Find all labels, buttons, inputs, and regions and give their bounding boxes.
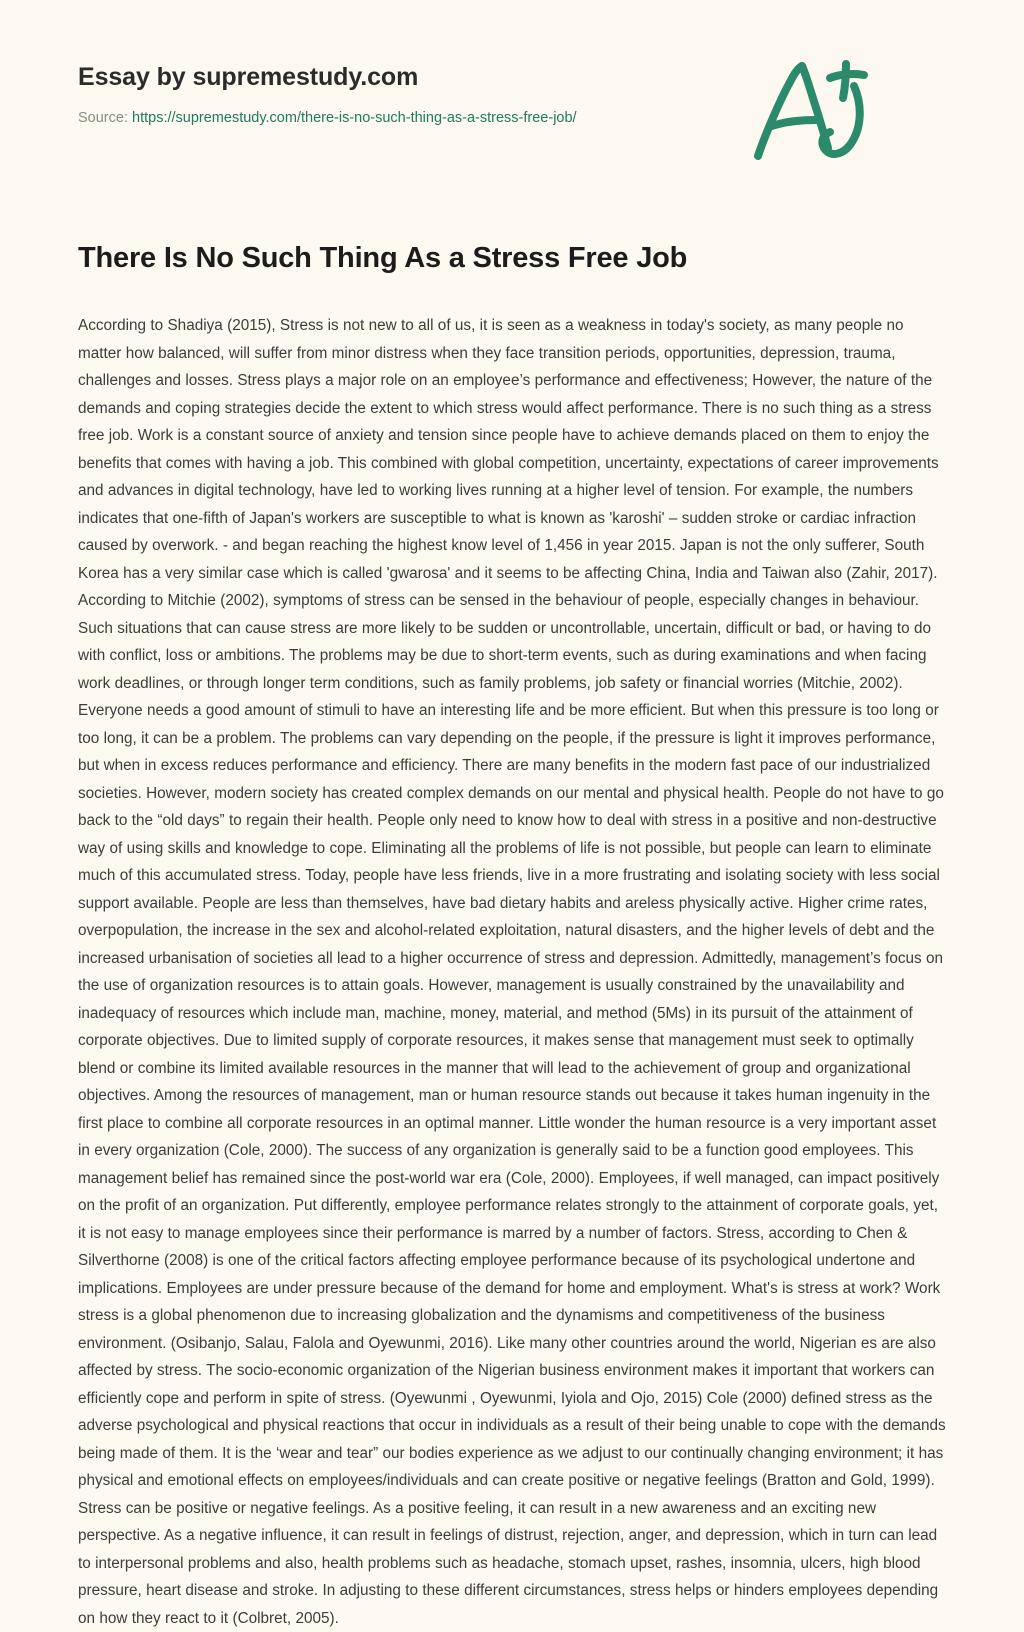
essay-body <box>78 312 946 1632</box>
page-header <box>78 0 946 126</box>
page-title: There Is No Such Thing As a Stress Free Job <box>78 242 688 274</box>
a-plus-handwritten-logo-icon <box>746 52 876 172</box>
brand-title: Essay by supremestudy.com <box>78 63 419 91</box>
essay-body-paragraph: According to Shadiya (2015), Stress is not new to all of us, it is seen as a weakness in today's society, as many people no matter how balanced, will suffer from minor distress when they face transition periods, opportunities, depression, trauma, challenges and losses. Stress plays a major role on an employee’s performance and effectiveness; However, the nature of the demands and coping strategies decide the extent to which stress would affect performance. There is no such thing as a stress free job. Work is a constant source of anxiety and tension since people have to achieve demands placed on them to enjoy the benefits that comes with having a job. This combined with global competition, uncertainty, expectations of career improvements and advances in digital technology, have led to working lives running at a higher level of tension. For example, the numbers indicates that one-fifth of Japan's workers are susceptible to what is known as 'karoshi' – sudden stroke or cardiac infraction caused by overwork. - and began reaching the highest know level of 1,456 in year 2015. Japan is not the only sufferer, South Korea has a very similar case which is called 'gwarosa' and it seems to be affecting China, India and Taiwan also (Zahir, 2017). According to Mitchie (2002), symptoms of stress can be sensed in the behaviour of people, especially changes in behaviour. Such situations that can cause stress are more likely to be sudden or uncontrollable, uncertain, difficult or bad, or having to do with conflict, loss or ambitions. The problems may be due to short-term events, such as during examinations and when facing work deadlines, or through longer term conditions, such as family problems, job safety or financial worries (Mitchie, 2002). Everyone needs a good amount of stimuli to have an interesting life and be more efficient. But when this pressure is too long or too long, it can be a problem. The problems can vary depending on the people, if the pressure is light it improves performance, but when in excess reduces performance and efficiency. There are many benefits in the modern fast pace of our industrialized societies. However, modern society has created complex demands on our mental and physical health. People do not have to go back to the “old days” to regain their health. People only need to know how to deal with stress in a positive and non-destructive way of using skills and knowledge to cope. Eliminating all the problems of life is not possible, but people can learn to eliminate much of this accumulated stress. Today, people have less friends, live in a more frustrating and isolating society with less social support available. People are less than themselves, have bad dietary habits and areless physically active. Higher crime rates, overpopulation, the increase in the sex and alcohol-related exploitation, natural disasters, and the higher levels of debt and the increased urbanisation of societies all lead to a higher occurrence of stress and depression. Admittedly, management’s focus on the use of organization resources is to attain goals. However, management is usually constrained by the unavailability and inadequacy of resources which include man, machine, money, material, and method (5Ms) in its pursuit of the attainment of corporate objectives. Due to limited supply of corporate resources, it makes sense that management must seek to optimally blend or combine its limited available resources in the manner that will lead to the achievement of group and organizational objectives. Among the resources of management, man or human resource stands out because it takes human ingenuity in the first place to combine all corporate resources in an optimal manner. Little wonder the human resource is a very important asset in every organization (Cole, 2000). The success of any organization is generally said to be a function good employees. This management belief has remained since the post-world war era (Cole, 2000). Employees, if well managed, can impact positively on the profit of an organization. Put differently, employee performance relates strongly to the attainment of corporate goals, yet, it is not easy to manage employees since their performance is marred by a number of factors. Stress, according to Chen & Silverthorne (2008) is one of the critical factors affecting employee performance because of its psychological undertone and implications. Employees are under pressure because of the demand for home and employment. What's is stress at work? Work stress is a global phenomenon due to increasing globalization and the dynamisms and competitiveness of the business environment. (Osibanjo, Salau, Falola and Oyewunmi, 2016). Like many other countries around the world, Nigerian es are also affected by stress. The socio-economic organization of the Nigerian business environment makes it important that workers can efficiently cope and perform in spite of stress. (Oyewunmi , Oyewunmi, Iyiola and Ojo, 2015) Cole (2000) defined stress as the adverse psychological and physical reactions that occur in individuals as a result of their being unable to cope with the demands being made of them. It is the ‘wear and tear” our bodies experience as we adjust to our continually changing environment; it has physical and emotional effects on employees/individuals and can create positive or negative feelings (Bratton and Gold, 1999). Stress can be positive or negative feelings. As a positive feeling, it can result in a new awareness and an exciting new perspective. As a negative influence, it can result in feelings of distrust, rejection, anger, and depression, which in turn can lead to interpersonal problems and also, health problems such as headache, stomach upset, rashes, insomnia, ulcers, high blood pressure, heart disease and stroke. In adjusting to these different circumstances, stress helps or hinders employees depending on how they react to it (Colbret, 2005). <box>78 317 946 1627</box>
source-label: Source: <box>78 110 128 126</box>
essay-article <box>78 118 946 1632</box>
source-url-link[interactable]: https://supremestudy.com/there-is-no-such-thing-as-a-stress-free-job/ <box>132 110 577 126</box>
